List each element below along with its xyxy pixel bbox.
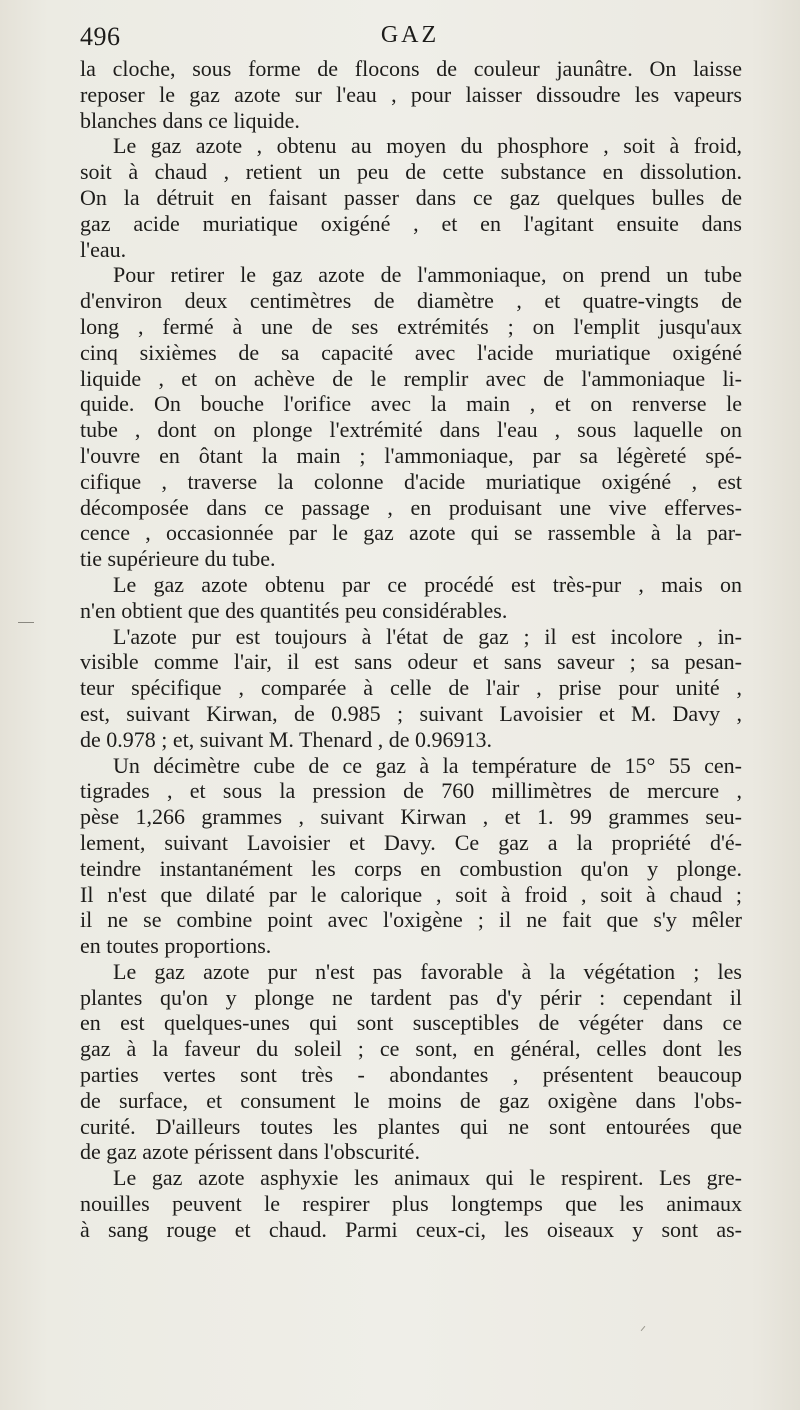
text-line: d'environ deux centimètres de diamètre , et quatre-vingts de (80, 288, 742, 314)
text-line: la cloche, sous forme de flocons de couleur jaunâtre. On laisse (80, 56, 742, 81)
text-line: On la détruit en faisant passer dans ce gaz quelques bulles de (80, 184, 742, 210)
text-line: Le gaz azote pur n'est pas favorable à la végétation ; les (113, 958, 742, 984)
stray-mark (641, 1326, 646, 1331)
text-line: à sang rouge et chaud. Parmi ceux-ci, les oiseaux y sont as- (80, 1216, 742, 1242)
text-line: de gaz azote périssent dans l'obscurité. (80, 1139, 420, 1165)
text-line: l'eau. (80, 236, 127, 262)
text-line: liquide , et on achève de le remplir avec de l'ammoniaque li- (80, 365, 742, 391)
text-line: Un décimètre cube de ce gaz à la température de 15° 55 cen- (113, 752, 742, 778)
text-line: tigrades , et sous la pression de 760 millimètres de mercure , (80, 778, 742, 804)
text-line: en est quelques-unes qui sont susceptibles de végéter dans ce (80, 1010, 742, 1036)
text-line: de 0.978 ; et, suivant M. Thenard , de 0.96913. (80, 726, 493, 752)
page-number: 496 (80, 22, 121, 51)
text-line: Il n'est que dilaté par le calorique , soit à froid , soit à chaud ; (80, 881, 742, 907)
text-line: blanches dans ce liquide. (80, 107, 300, 133)
text-line: tube , dont on plonge l'extrémité dans l'eau , sous laquelle on (80, 417, 742, 443)
running-head: GAZ (380, 22, 440, 48)
text-line: Le gaz azote obtenu par ce procédé est très-pur , mais on (113, 571, 742, 597)
text-line: gaz acide muriatique oxigéné , et en l'agitant ensuite dans (80, 210, 742, 236)
text-line: cifique , traverse la colonne d'acide muriatique oxigéné , est (80, 468, 742, 494)
body-text (80, 56, 742, 1243)
text-line: cinq sixièmes de sa capacité avec l'acide muriatique oxigéné (80, 339, 742, 365)
text-line: Le gaz azote asphyxie les animaux qui le respirent. Les gre- (113, 1165, 742, 1191)
text-line: en toutes proportions. (80, 933, 272, 959)
text-line: nouilles peuvent le respirer plus longtemps que les animaux (80, 1191, 742, 1217)
text-line: curité. D'ailleurs toutes les plantes qui ne sont entourées que (80, 1113, 742, 1139)
text-line: L'azote pur est toujours à l'état de gaz ; il est incolore , in- (113, 623, 742, 649)
text-line: pèse 1,266 grammes , suivant Kirwan , et 1. 99 grammes seu- (80, 804, 742, 830)
text-line: décomposée dans ce passage , en produisant une vive efferves- (80, 494, 742, 520)
text-line: parties vertes sont très - abondantes , présentent beaucoup (80, 1062, 742, 1088)
text-line: tie supérieure du tube. (80, 546, 276, 572)
text-line: n'en obtient que des quantités peu considérables. (80, 597, 508, 623)
text-line: Le gaz azote , obtenu au moyen du phosphore , soit à froid, (113, 133, 742, 159)
page-header (80, 22, 740, 52)
text-line: il ne se combine point avec l'oxigène ; il ne fait que s'y mêler (80, 907, 742, 933)
text-line: teindre instantanément les corps en combustion qu'on y plonge. (80, 855, 742, 881)
text-line: est, suivant Kirwan, de 0.985 ; suivant Lavoisier et M. Davy , (80, 700, 742, 726)
text-line: de surface, et consument le moins de gaz oxigène dans l'obs- (80, 1087, 742, 1113)
text-line: Pour retirer le gaz azote de l'ammoniaque, on prend un tube (113, 262, 742, 288)
text-line: cence , occasionnée par le gaz azote qui se rassemble à la par- (80, 520, 742, 546)
text-line: quide. On bouche l'orifice avec la main , et on renverse le (80, 391, 742, 417)
text-line: plantes qu'on y plonge ne tardent pas d'y périr : cependant il (80, 984, 742, 1010)
text-line: gaz à la faveur du soleil ; ce sont, en général, celles dont les (80, 1036, 742, 1062)
text-line: soit à chaud , retient un peu de cette substance en dissolution. (80, 159, 742, 185)
text-line: l'ouvre en ôtant la main ; l'ammoniaque, par sa légèreté spé- (80, 442, 742, 468)
text-line: visible comme l'air, il est sans odeur et sans saveur ; sa pesan- (80, 649, 742, 675)
text-line: reposer le gaz azote sur l'eau , pour laisser dissoudre les vapeurs (80, 81, 742, 107)
text-line: teur spécifique , comparée à celle de l'air , prise pour unité , (80, 675, 742, 701)
text-line: long , fermé à une de ses extrémités ; on l'emplit jusqu'aux (80, 313, 742, 339)
text-line: lement, suivant Lavoisier et Davy. Ce gaz a la propriété d'é- (80, 829, 742, 855)
margin-mark (18, 622, 34, 623)
